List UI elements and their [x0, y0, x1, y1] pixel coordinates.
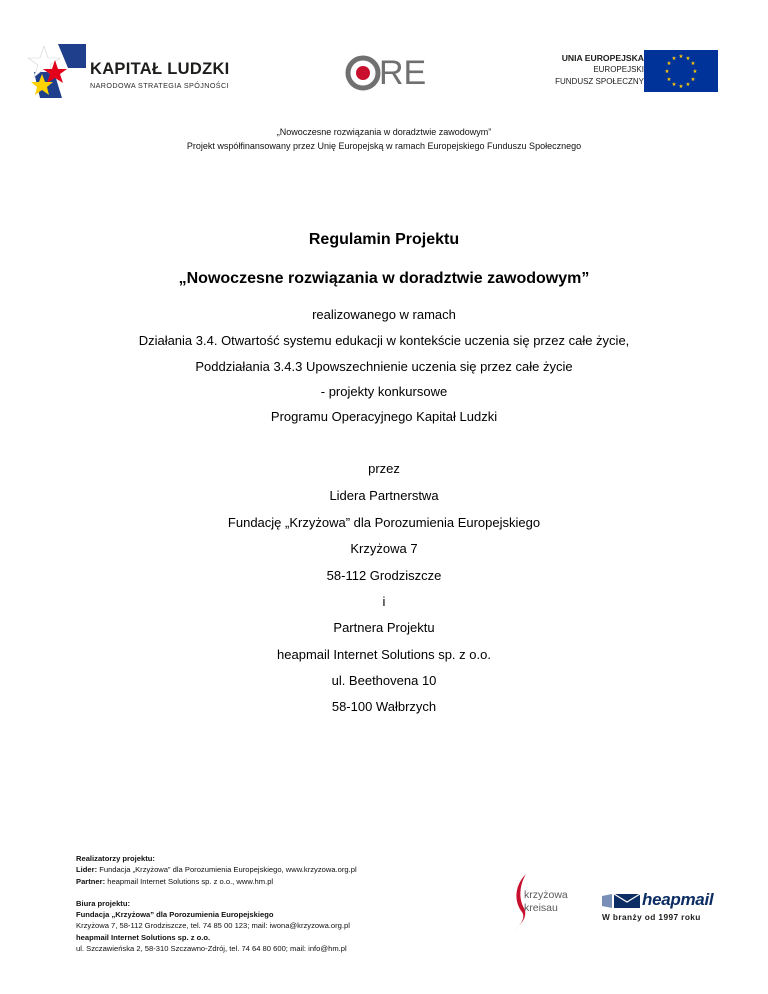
- footer-info: [76, 853, 476, 954]
- krzyzowa-line-2: kreisau: [524, 902, 558, 914]
- by-line: Krzyżowa 7: [350, 541, 418, 556]
- svg-text:★: ★: [690, 77, 696, 83]
- svg-text:★: ★: [664, 69, 670, 75]
- svg-text:★: ★: [671, 56, 677, 62]
- kapital-ludzki-star-icon: [28, 38, 90, 102]
- by-line: Fundację „Krzyżowa” dla Porozumienia Europejskiego: [227, 515, 541, 530]
- office2-address: ul. Szczawieńska 2, 58-310 Szczawno-Zdrój, tel. 74 64 80 600; mail: info@hm.pl: [76, 944, 347, 954]
- ore-wordmark: RE: [379, 54, 427, 92]
- by-line: 58-112 Grodziszcze: [326, 568, 442, 583]
- office1-address: Krzyżowa 7, 58-112 Grodziszcze, tel. 74 85 00 123; mail: iwona@krzyzowa.org.pl: [76, 921, 350, 931]
- heapmail-wordmark: heapmail: [642, 890, 714, 909]
- body-line: Programu Operacyjnego Kapitał Ludzki: [270, 409, 498, 424]
- eu-logo: [540, 50, 720, 94]
- svg-text:★: ★: [690, 61, 696, 67]
- svg-text:★: ★: [671, 82, 677, 88]
- svg-text:★: ★: [685, 56, 691, 62]
- body-line: Poddziałania 3.4.3 Upowszechnienie uczenia się przez całe życie: [195, 359, 573, 374]
- by-line: przez: [368, 461, 400, 476]
- body-line: Działania 3.4. Otwartość systemu edukacji w kontekście uczenia się przez całe życie,: [138, 333, 630, 348]
- ore-circle-icon: [345, 51, 381, 95]
- partner-label: Partner:: [76, 876, 106, 886]
- kapital-ludzki-title: KAPITAŁ LUDZKI: [90, 60, 230, 78]
- office1-name: Fundacja „Krzyżowa” dla Porozumienia Europejskiego: [76, 910, 274, 920]
- header-cofinancing: Projekt współfinansowany przez Unię Europejską w ramach Europejskiego Funduszu Społecznego: [186, 141, 582, 151]
- ore-logo: [345, 51, 445, 95]
- lider-label: Lider:: [76, 865, 98, 875]
- by-line: 58-100 Wałbrzych: [331, 699, 437, 714]
- body-line: - projekty konkursowe: [320, 384, 448, 399]
- document-subtitle: „Nowoczesne rozwiązania w doradztwie zawodowym”: [178, 270, 590, 287]
- eu-line-3: FUNDUSZ SPOŁECZNY: [555, 77, 644, 86]
- partner-value: heapmail Internet Solutions sp. z o.o., www.hm.pl: [105, 876, 274, 886]
- by-line: Lidera Partnerstwa: [329, 488, 439, 503]
- svg-text:★: ★: [692, 69, 698, 75]
- heapmail-tagline: W branży od 1997 roku: [602, 912, 701, 922]
- kapital-ludzki-subtitle: NARODOWA STRATEGIA SPÓJNOŚCI: [90, 81, 229, 90]
- body-line: realizowanego w ramach: [312, 307, 456, 322]
- document-title: Regulamin Projektu: [308, 231, 460, 248]
- krzyzowa-logo: [510, 872, 580, 932]
- eu-flag-icon: [644, 50, 718, 92]
- svg-text:★: ★: [666, 61, 672, 67]
- svg-text:★: ★: [678, 54, 684, 60]
- biura-label: Biura projektu:: [76, 898, 131, 908]
- heapmail-envelope-icon: [602, 892, 642, 910]
- svg-text:★: ★: [666, 77, 672, 83]
- svg-text:★: ★: [685, 82, 691, 88]
- lider-value: Fundacja „Krzyżowa” dla Porozumienia Europejskiego, www.krzyzowa.org.pl: [97, 865, 357, 875]
- eu-line-2: EUROPEJSKI: [593, 65, 644, 74]
- by-line: heapmail Internet Solutions sp. z o.o.: [277, 647, 491, 662]
- by-line: ul. Beethovena 10: [331, 673, 437, 688]
- heapmail-logo: [600, 892, 722, 924]
- by-line: Partnera Projektu: [333, 620, 435, 635]
- realizatorzy-label: Realizatorzy projektu:: [76, 854, 155, 863]
- krzyzowa-line-1: krzyżowa: [524, 889, 568, 901]
- kapital-ludzki-logo: [28, 38, 258, 102]
- eu-line-1: UNIA EUROPEJSKA: [561, 53, 644, 63]
- header-project-name: „Nowoczesne rozwiązania w doradztwie zawodowym”: [276, 127, 492, 137]
- by-line: i: [382, 594, 386, 609]
- eu-text: [555, 52, 644, 88]
- office2-name: heapmail Internet Solutions sp. z o.o.: [76, 932, 211, 942]
- svg-text:★: ★: [678, 84, 684, 90]
